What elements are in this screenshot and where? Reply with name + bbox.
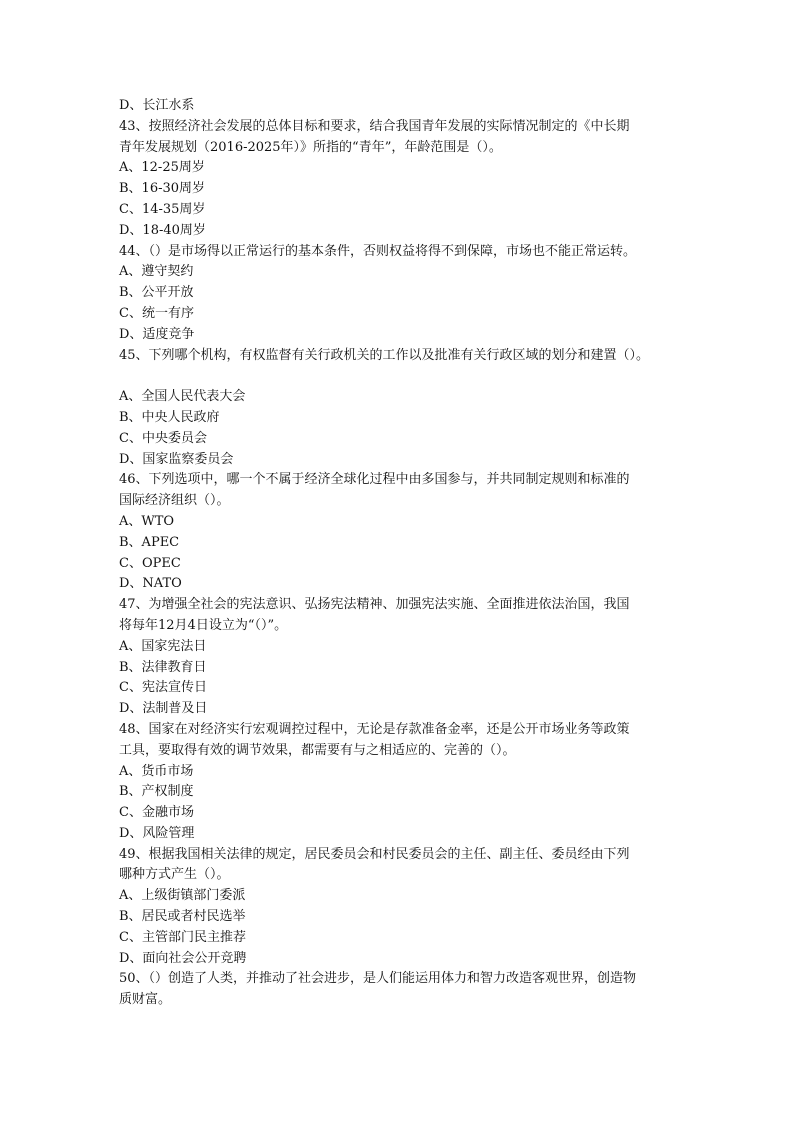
question-44-line-1: 44、（）是市场得以正常运行的基本条件，否则权益将得不到保障，市场也不能正常运转。: [119, 243, 637, 259]
text-line: D、长江水系: [119, 98, 195, 113]
option-line: B、16-30周岁: [119, 181, 206, 197]
option-line: B、公平开放: [119, 285, 194, 301]
blank-line: [119, 366, 679, 387]
option-line: C、OPEC: [119, 555, 181, 571]
option-line: B、APEC: [119, 534, 180, 550]
question-49-line-1: 49、根据我国相关法律的规定，居民委员会和村民委员会的主任、副主任、委员经由下列: [119, 846, 630, 862]
question-50-line-2: 质财富。: [119, 992, 172, 1008]
option-line: B、居民或者村民选举: [119, 909, 246, 925]
option-line: D、法制普及日: [119, 701, 208, 717]
question-46-line-1: 46、下列选项中，哪一个不属于经济全球化过程中由多国参与，并共同制定规则和标准的: [119, 472, 630, 488]
option-line: A、国家宪法日: [119, 638, 207, 654]
option-line: B、产权制度: [119, 784, 194, 800]
question-47-line-1: 47、为增强全社会的宪法意识、弘扬宪法精神、加强宪法实施、全面推进依法治国，我国: [119, 597, 630, 613]
option-line: D、风险管理: [119, 825, 195, 841]
option-line: A、全国人民代表大会: [119, 389, 246, 405]
option-line: C、主管部门民主推荐: [119, 929, 246, 945]
option-line: A、12-25周岁: [119, 160, 205, 176]
option-line: C、中央委员会: [119, 430, 207, 446]
document-page: [119, 96, 679, 1011]
question-43-line-2: 青年发展规划（2016-2025年）》所指的“青年”，年龄范围是（）。: [119, 139, 502, 155]
question-50-line-1: 50、（）创造了人类，并推动了社会进步，是人们能运用体力和智力改造客观世界，创造物: [119, 971, 637, 987]
option-line: A、遵守契约: [119, 264, 194, 280]
option-line: B、中央人民政府: [119, 409, 220, 425]
option-line: D、18-40周岁: [119, 222, 206, 238]
option-line: A、上级街镇部门委派: [119, 888, 246, 904]
question-47-line-2: 将每年12月4日设立为“（）”。: [119, 617, 288, 633]
option-line: D、国家监察委员会: [119, 451, 234, 467]
option-line: A、货币市场: [119, 763, 194, 779]
option-line: C、统一有序: [119, 305, 194, 321]
question-45-line-1: 45、下列哪个机构，有权监督有关行政机关的工作以及批准有关行政区域的划分和建置（）。: [119, 347, 650, 363]
question-48-line-1: 48、国家在对经济实行宏观调控过程中，无论是存款准备金率，还是公开市场业务等政策: [119, 721, 630, 737]
option-line: B、法律教育日: [119, 659, 207, 675]
question-48-line-2: 工具，要取得有效的调节效果，都需要有与之相适应的、完善的（）。: [119, 742, 516, 758]
option-line: C、金融市场: [119, 805, 194, 821]
option-line: D、面向社会公开竞聘: [119, 950, 247, 966]
option-line: D、NATO: [119, 576, 182, 592]
option-line: A、WTO: [119, 513, 175, 529]
question-46-line-2: 国际经济组织（）。: [119, 493, 230, 509]
question-49-line-2: 哪种方式产生（）。: [119, 867, 230, 883]
question-43-line-1: 43、按照经济社会发展的总体目标和要求，结合我国青年发展的实际情况制定的《中长期: [119, 118, 630, 134]
option-line: D、适度竞争: [119, 326, 195, 342]
option-line: C、14-35周岁: [119, 201, 206, 217]
option-line: C、宪法宣传日: [119, 680, 207, 696]
